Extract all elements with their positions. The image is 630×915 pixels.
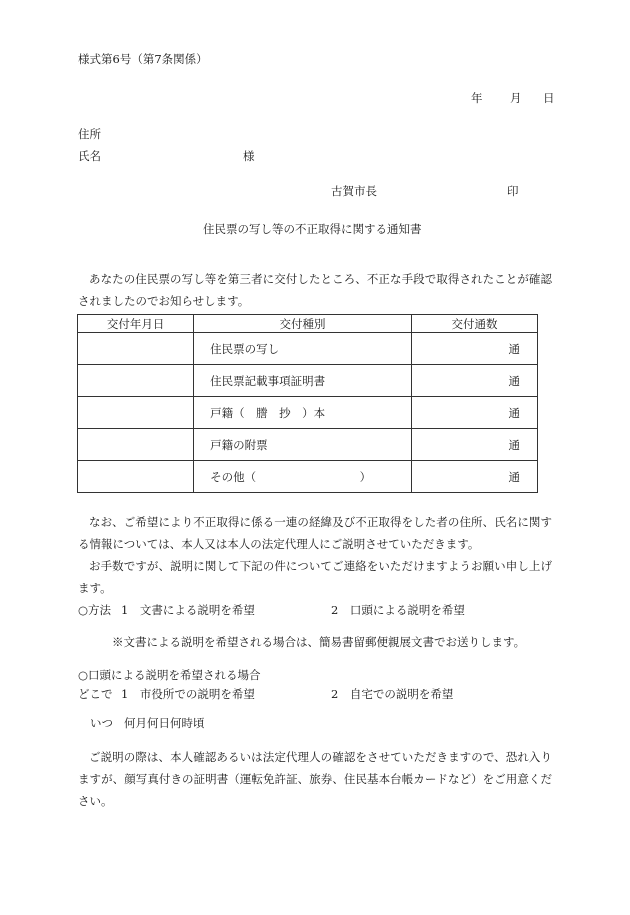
seal-mark: 印 bbox=[507, 184, 519, 198]
when-value: 何月何日何時頃 bbox=[124, 716, 205, 730]
disclosure-paragraph: なお、ご希望により不正取得に係る一連の経緯及び不正取得をした者の住所、氏名に関する情報については、本人又は本人の法定代理人にご説明させていただきます。 bbox=[78, 515, 552, 551]
row-date-cell bbox=[78, 333, 194, 365]
table-header-row bbox=[78, 315, 538, 333]
date-month-label: 月 bbox=[510, 91, 522, 105]
form-number: 様式第6号（第7条関係） bbox=[78, 52, 208, 66]
row-date-cell bbox=[78, 397, 194, 429]
date-day-label: 日 bbox=[543, 91, 555, 105]
honorific: 様 bbox=[243, 149, 255, 163]
row-type-cell: 住民票記載事項証明書 bbox=[194, 365, 412, 397]
issuance-table bbox=[77, 314, 538, 493]
method-option-oral: 2 口頭による説明を希望 bbox=[331, 603, 465, 617]
row-type-cell: 戸籍の附票 bbox=[194, 429, 412, 461]
table-row bbox=[78, 333, 538, 365]
document-note: ※文書による説明を希望される場合は、簡易書留郵便親展文書でお送りします。 bbox=[112, 635, 526, 649]
method-label: ○方法 bbox=[78, 603, 112, 617]
header-issue-type: 交付種別 bbox=[194, 315, 412, 333]
header-issue-count: 交付通数 bbox=[411, 315, 537, 333]
table-row bbox=[78, 397, 538, 429]
row-type-cell: 住民票の写し bbox=[194, 333, 412, 365]
table-row bbox=[78, 429, 538, 461]
header-issue-date: 交付年月日 bbox=[78, 315, 194, 333]
row-count-cell: 通 bbox=[411, 429, 537, 461]
table-row bbox=[78, 461, 538, 493]
where-option-city-hall: 1 市役所での説明を希望 bbox=[121, 687, 255, 701]
method-option-document: 1 文書による説明を希望 bbox=[121, 603, 255, 617]
table-row bbox=[78, 365, 538, 397]
where-option-home: 2 自宅での説明を希望 bbox=[331, 687, 454, 701]
where-label: どこで bbox=[78, 687, 113, 701]
name-label: 氏名 bbox=[78, 149, 101, 163]
row-date-cell bbox=[78, 461, 194, 493]
row-count-cell: 通 bbox=[411, 461, 537, 493]
oral-heading: ○口頭による説明を希望される場合 bbox=[78, 668, 261, 682]
row-count-cell: 通 bbox=[411, 365, 537, 397]
sender-title: 古賀市長 bbox=[331, 184, 377, 198]
closing-paragraph: ご説明の際は、本人確認あるいは法定代理人の確認をさせていただきますので、恐れ入りますが、顔写真付きの証明書（運転免許証、旅券、住民基本台帳カードなど）をご用意ください。 bbox=[78, 750, 552, 808]
row-date-cell bbox=[78, 429, 194, 461]
row-count-cell: 通 bbox=[411, 397, 537, 429]
when-label: いつ bbox=[90, 716, 113, 730]
intro-paragraph: あなたの住民票の写し等を第三者に交付したところ、不正な手段で取得されたことが確認されましたのでお知らせします。 bbox=[78, 272, 552, 308]
date-year-label: 年 bbox=[471, 91, 483, 105]
document-title: 住民票の写し等の不正取得に関する通知書 bbox=[203, 222, 422, 236]
address-label: 住所 bbox=[78, 127, 101, 141]
row-type-cell: その他（ ） bbox=[194, 461, 412, 493]
row-type-cell: 戸籍（ 謄 抄 ）本 bbox=[194, 397, 412, 429]
request-paragraph: お手数ですが、説明に関して下記の件についてご連絡をいただけますようお願い申し上げます。 bbox=[78, 559, 552, 595]
row-date-cell bbox=[78, 365, 194, 397]
row-count-cell: 通 bbox=[411, 333, 537, 365]
